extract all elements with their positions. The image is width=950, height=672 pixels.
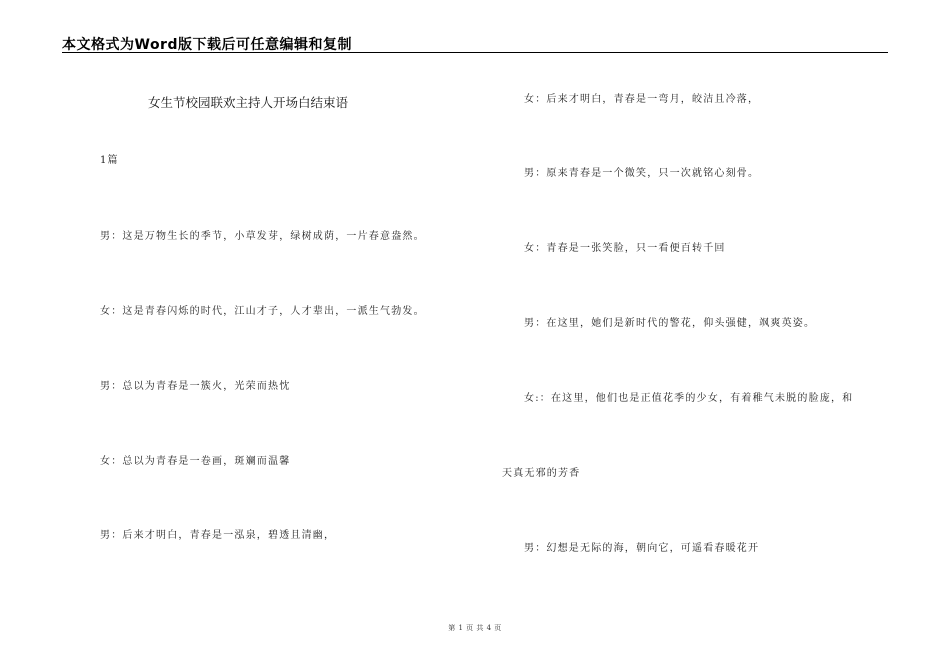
right-para-1: 女：后来才明白，青春是一弯月，皎洁且冷落，: [524, 94, 760, 105]
page-number: 第 1 页 共 4 页: [448, 624, 502, 632]
left-para-1: 1篇: [100, 155, 119, 166]
left-para-5: 女：总以为青春是一卷画，斑斓而温馨: [100, 456, 291, 467]
left-para-4: 男：总以为青春是一簇火，光荣而热忱: [100, 381, 291, 392]
right-para-6: 天真无邪的芳香: [502, 468, 581, 479]
left-para-6: 男：后来才明白，青春是一泓泉，碧透且清幽，: [100, 530, 336, 541]
header-divider: [62, 52, 888, 53]
right-para-7: 男：幻想是无际的海，朝向它，可遥看春暖花开: [524, 543, 760, 554]
document-header: 本文格式为Word版下载后可任意编辑和复制: [62, 37, 352, 53]
left-para-3: 女：这是青春闪烁的时代，江山才子，人才辈出，一派生气勃发。: [100, 306, 425, 317]
right-para-2: 男：原来青春是一个微笑，只一次就铭心刻骨。: [524, 168, 760, 179]
right-para-3: 女：青春是一张笑脸，只一看便百转千回: [524, 243, 726, 254]
right-para-4: 男：在这里，她们是新时代的警花，仰头强健，飒爽英姿。: [524, 318, 816, 329]
left-para-2: 男：这是万物生长的季节，小草发芽，绿树成荫，一片春意盎然。: [100, 231, 425, 242]
right-para-5: 女:：在这里，他们也是正值花季的少女，有着稚气未脱的脸庞，和: [524, 393, 854, 404]
document-title: 女生节校园联欢主持人开场白结束语: [148, 95, 349, 110]
